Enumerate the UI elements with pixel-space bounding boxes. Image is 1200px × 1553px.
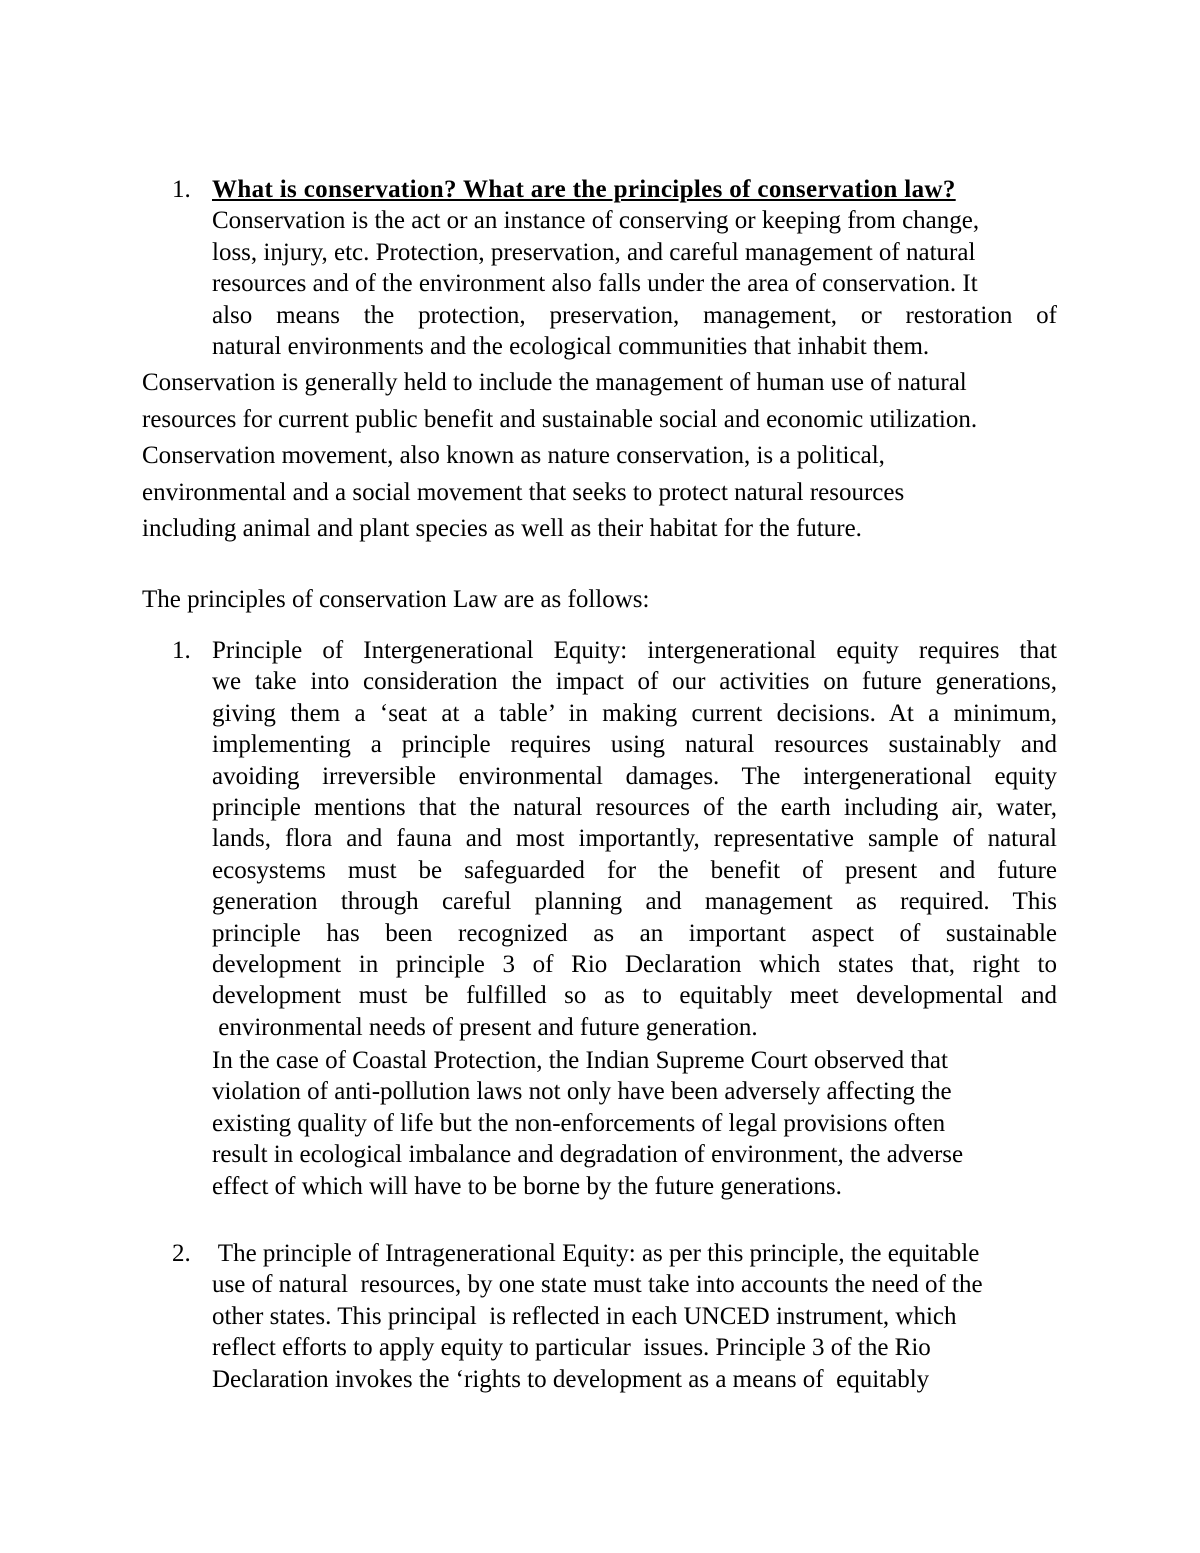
text-line: ecosystems must be safeguarded for the benefit of present and future [212, 856, 1057, 884]
list-number: 1. [172, 637, 191, 664]
text-line: lands, flora and fauna and most importantly, representative sample of natural [212, 825, 1057, 853]
text-line: resources and of the environment also falls under the area of conservation. It [212, 270, 978, 298]
text-line: Conservation movement, also known as nature conservation, is a political, [142, 442, 885, 469]
principle-1-block [212, 635, 1057, 1043]
text-line: other states. This principal is reflected in each UNCED instrument, which [212, 1302, 957, 1330]
text-line: loss, injury, etc. Protection, preservation, and careful management of natural [212, 238, 976, 266]
text-line: existing quality of life but the non-enforcements of legal provisions often [212, 1109, 946, 1137]
text-line: The principle of Intragenerational Equity: as per this principle, the equitable [212, 1240, 980, 1267]
text-line: violation of anti-pollution laws not only have been adversely affecting the [212, 1078, 952, 1106]
text-line: reflect efforts to apply equity to particular issues. Principle 3 of the Rio [212, 1334, 931, 1362]
text-line: Declaration invokes the ‘rights to development as a means of equitably [212, 1365, 930, 1393]
text-line: giving them a ‘seat at a table’ in making current decisions. At a minimum, [212, 699, 1057, 727]
text-line: principle has been recognized as an important aspect of sustainable [212, 919, 1057, 947]
text-line: natural environments and the ecological communities that inhabit them. [212, 333, 930, 361]
text-line: we take into consideration the impact of our activities on future generations, [212, 668, 1057, 696]
text-line: result in ecological imbalance and degradation of environment, the adverse [212, 1141, 964, 1169]
text-line: generation through careful planning and management as required. This [212, 888, 1057, 916]
text-line: also means the protection, preservation, management, or restoration of [212, 301, 1057, 329]
text-line: development in principle 3 of Rio Declaration which states that, right to [212, 951, 1057, 979]
text-line: avoiding irreversible environmental damages. The intergenerational equity [212, 762, 1057, 790]
principle-2-block [212, 1238, 1057, 1395]
text-line: Conservation is the act or an instance of conserving or keeping from change, [212, 207, 980, 235]
question-block [212, 174, 1057, 362]
case-paragraph [212, 1045, 1057, 1202]
text-line: Conservation is generally held to include the management of human use of natural [142, 369, 967, 396]
text-line: development must be fulfilled so as to equitably meet developmental and [212, 982, 1057, 1010]
text-line: use of natural resources, by one state must take into accounts the need of the [212, 1271, 983, 1299]
text-line: implementing a principle requires using natural resources sustainably and [212, 731, 1057, 759]
list-number: 1. [172, 176, 191, 203]
principles-intro: The principles of conservation Law are as follows: [142, 586, 650, 613]
text-line: including animal and plant species as well as their habitat for the future. [142, 515, 862, 542]
text-line: resources for current public benefit and sustainable social and economic utilization. [142, 405, 978, 433]
conservation-paragraph [142, 365, 1062, 548]
text-line: In the case of Coastal Protection, the Indian Supreme Court observed that [212, 1047, 948, 1074]
list-number: 2. [172, 1240, 191, 1267]
text-line: environmental needs of present and future generation. [212, 1013, 758, 1041]
text-line: principle mentions that the natural resources of the earth including air, water, [212, 794, 1057, 822]
question-heading: What is conservation? What are the principles of conservation law? [212, 176, 956, 203]
text-line: environmental and a social movement that seeks to protect natural resources [142, 478, 905, 506]
text-line: effect of which will have to be borne by the future generations. [212, 1172, 842, 1200]
text-line: Principle of Intergenerational Equity: intergenerational equity requires that [212, 637, 1057, 664]
